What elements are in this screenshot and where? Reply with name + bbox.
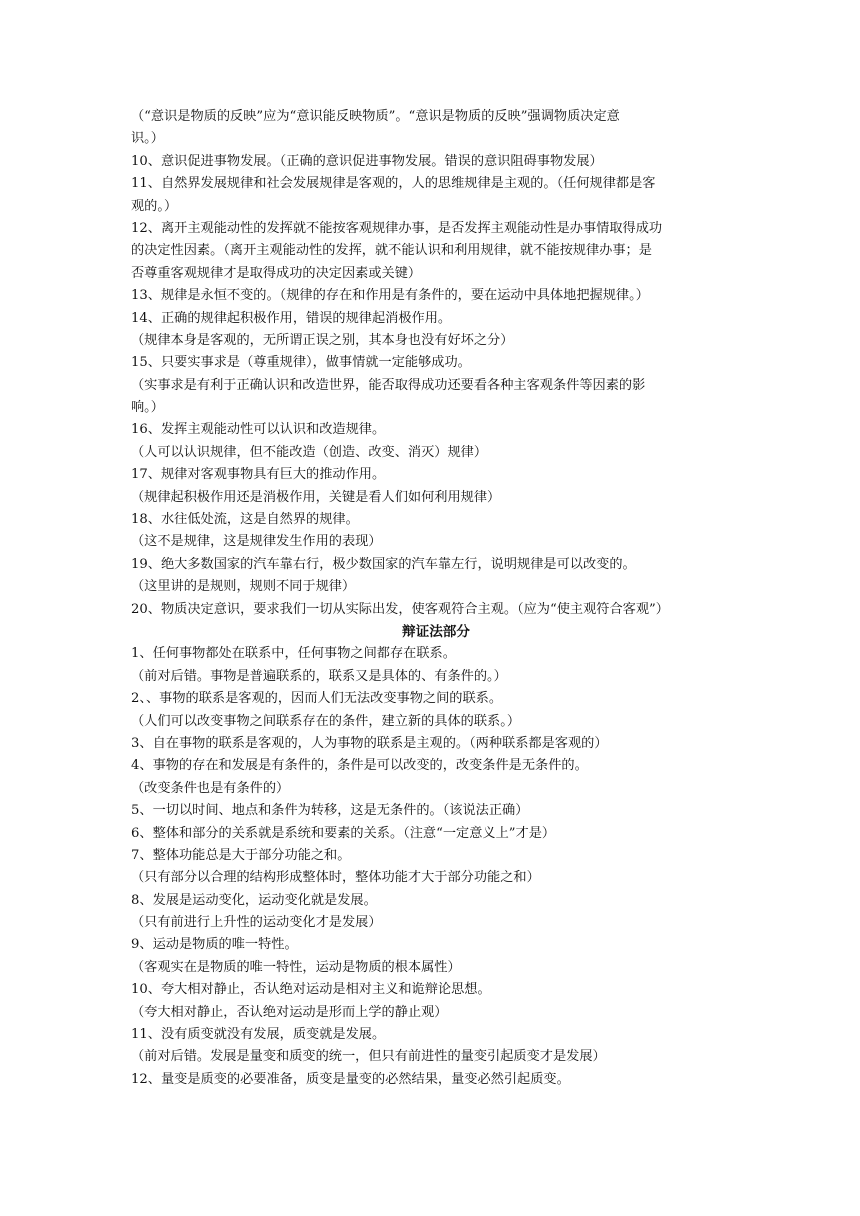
section-dialectics	[131, 643, 741, 1091]
text-line: （只有前进行上升性的运动变化才是发展）	[131, 915, 382, 931]
text-line: （前对后错。发展是量变和质变的统一，但只有前进性的量变引起质变才是发展）	[131, 1049, 606, 1065]
text-line: 9、运动是物质的唯一特性。	[131, 937, 298, 953]
text-line: 17、规律对客观事物具有巨大的推动作用。	[131, 467, 386, 483]
text-line: 2、、事物的联系是客观的，因而人们无法改变事物之间的联系。	[131, 691, 503, 707]
text-line: 11、没有质变就没有发展，质变就是发展。	[131, 1027, 386, 1043]
text-line: （前对后错。事物是普遍联系的，联系又是具体的、有条件的。）	[131, 668, 507, 684]
text-line: 5、一切以时间、地点和条件为转移，这是无条件的。（该说法正确）	[131, 803, 529, 819]
text-line: （规律起积极作用还是消极作用，关键是看人们如何利用规律）	[131, 489, 501, 505]
text-line: 10、意识促进事物发展。（正确的意识促进事物发展。错误的意识阻碍事物发展）	[131, 153, 603, 169]
text-line: （实事求是有利于正确认识和改造世界，能否取得成功还要看各种主客观条件等因素的影	[131, 377, 646, 393]
text-line: 13、规律是永恒不变的。（规律的存在和作用是有条件的，要在运动中具体地把握规律。）	[131, 288, 649, 304]
text-line: （这不是规律，这是规律发生作用的表现）	[131, 534, 382, 550]
text-line: （改变条件也是有条件的）	[131, 780, 290, 796]
text-line: （这里讲的是规则，规则不同于规律）	[131, 579, 356, 595]
text-line: 11、自然界发展规律和社会发展规律是客观的，人的思维规律是主观的。（任何规律都是客	[131, 176, 656, 192]
text-line: 7、整体功能总是大于部分功能之和。	[131, 847, 351, 863]
text-line: 1、任何事物都处在联系中，任何事物之间都存在联系。	[131, 646, 456, 662]
text-line: （规律本身是客观的，无所谓正误之别，其本身也没有好坏之分）	[131, 332, 514, 348]
text-line: 20、物质决定意识，要求我们一切从实际出发，使客观符合主观。（应为“使主观符合客观”）	[131, 601, 669, 617]
text-line: 8、发展是运动变化，运动变化就是发展。	[131, 892, 377, 908]
text-line: 观的。）	[131, 198, 178, 214]
text-line: 16、发挥主观能动性可以认识和改造规律。	[131, 422, 386, 438]
text-line: 4、事物的存在和发展是有条件的，条件是可以改变的，改变条件是无条件的。	[131, 758, 588, 774]
text-line: （夸大相对静止，否认绝对运动是形而上学的静止观）	[131, 1004, 448, 1020]
text-line: （“意识是物质的反映”应为“意识能反映物质”。“意识是物质的反映”强调物质决定意	[131, 109, 620, 124]
text-line: 18、水往低处流，这是自然界的规律。	[131, 512, 359, 528]
text-line: （客观实在是物质的唯一特性，运动是物质的根本属性）	[131, 959, 461, 975]
text-line: 响。）	[131, 400, 164, 416]
text-line: 的决定性因素。（离开主观能动性的发挥，就不能认识和利用规律，就不能按规律办事；是	[131, 243, 652, 259]
text-line: 12、离开主观能动性的发挥就不能按客观规律办事，是否发挥主观能动性是办事情取得成功	[131, 220, 663, 236]
text-line: 19、绝大多数国家的汽车靠右行，极少数国家的汽车靠左行，说明规律是可以改变的。	[131, 556, 636, 572]
text-line: 15、只要实事求是（尊重规律），做事情就一定能够成功。	[131, 355, 471, 371]
text-line: 3、自在事物的联系是客观的，人为事物的联系是主观的。（两种联系都是客观的）	[131, 735, 608, 751]
text-line: 识。）	[131, 131, 164, 147]
text-line: （人们可以改变事物之间联系存在的条件，建立新的具体的联系。）	[131, 713, 521, 729]
text-line: 10、夸大相对静止，否认绝对运动是相对主义和诡辩论思想。	[131, 982, 491, 998]
text-line: （只有部分以合理的结构形成整体时，整体功能才大于部分功能之和）	[131, 870, 540, 886]
text-line: 6、整体和部分的关系就是系统和要素的关系。（注意“一定意义上”才是）	[131, 825, 556, 841]
text-line: （人可以认识规律，但不能改造（创造、改变、消灭）规律）	[131, 444, 488, 460]
text-line: 14、正确的规律起积极作用，错误的规律起消极作用。	[131, 310, 452, 326]
text-line: 否尊重客观规律才是取得成功的决定因素或关键）	[131, 265, 422, 281]
section-materialism	[131, 106, 741, 621]
section-heading-dialectics: 辩证法部分	[402, 623, 470, 640]
text-line: 12、量变是质变的必要准备，质变是量变的必然结果，量变必然引起质变。	[131, 1071, 570, 1087]
document-page	[131, 106, 741, 1091]
